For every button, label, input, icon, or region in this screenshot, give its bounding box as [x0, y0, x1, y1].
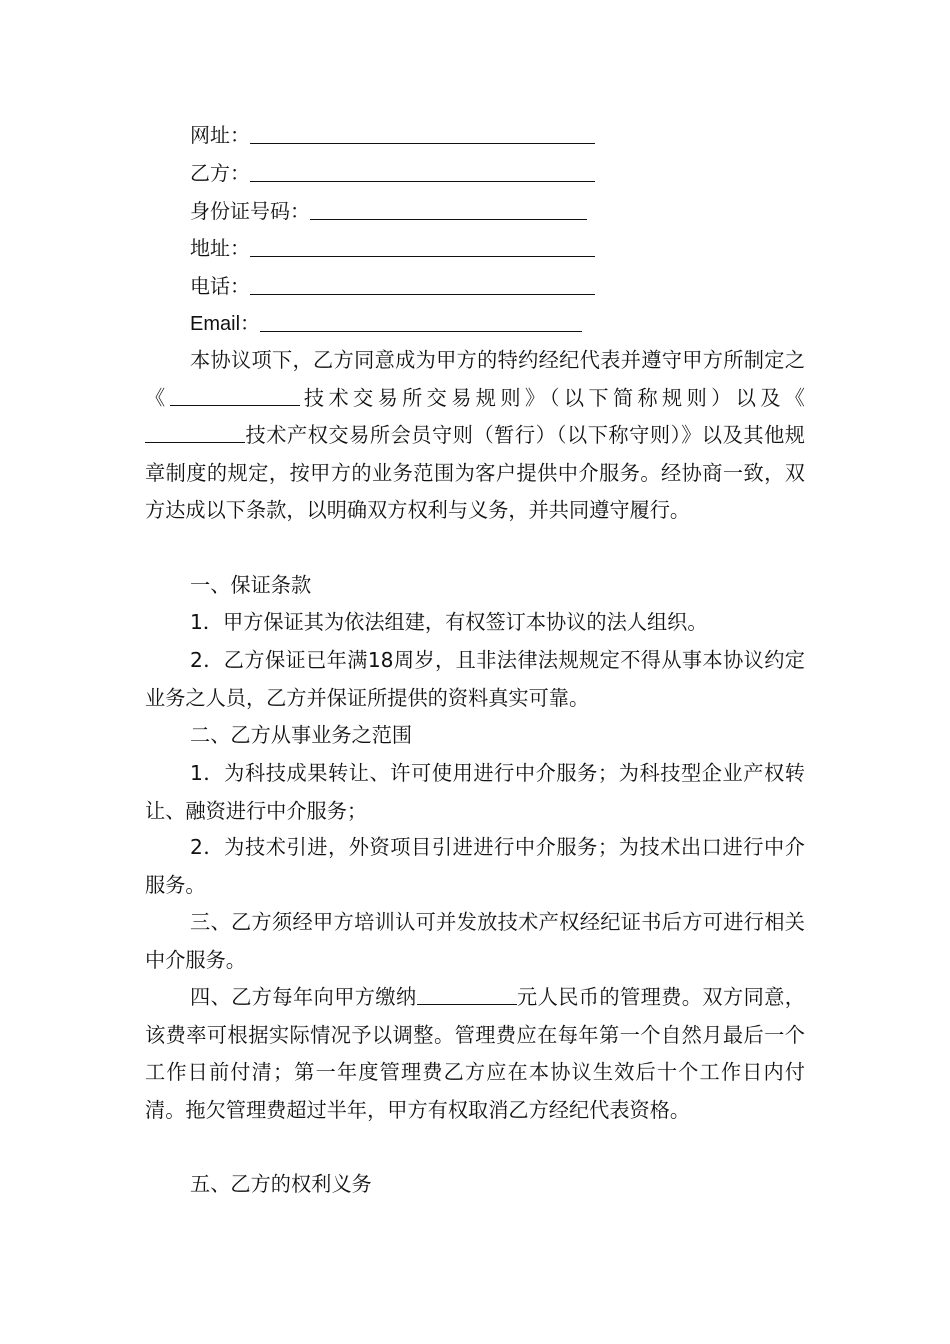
- phone-field: [190, 271, 595, 301]
- email-field: [190, 308, 582, 338]
- section-4-text-1: 四、乙方每年向甲方缴纳: [190, 985, 417, 1009]
- exchange-name-blank-2[interactable]: [145, 424, 245, 443]
- party-b-blank[interactable]: [250, 161, 595, 182]
- address-label: 地址：: [190, 236, 250, 260]
- exchange-name-blank-1[interactable]: [170, 387, 300, 406]
- website-field: [190, 120, 595, 150]
- section-2-title: 二、乙方从事业务之范围: [190, 723, 413, 747]
- email-label: Email：: [190, 313, 261, 335]
- intro-text-3: 技术产权交易所会员守则（暂行）（以下称守则）》以及其他规章制度的规定，按甲方的业务范围为客户提供中介服务。经协商一致，双方达成以下条款，以明确双方权利与义务，并共同遵守履行。: [145, 423, 805, 522]
- section-4-paragraph: [145, 979, 805, 1129]
- intro-text-1: 本协议项下，乙方同意成为甲方的特约经纪代表并遵守甲方所制定之《: [145, 348, 805, 410]
- id-number-label: 身份证号码：: [190, 199, 310, 223]
- section-2-item-1: 1．为科技成果转让、许可使用进行中介服务；为科技型企业产权转让、融资进行中介服务；: [145, 761, 805, 823]
- intro-paragraph: [145, 342, 805, 530]
- section-1-item-2: 2．乙方保证已年满18周岁，且非法律法规规定不得从事本协议约定业务之人员，乙方并保证所提供的资料真实可靠。: [145, 648, 805, 710]
- section-1-title: 一、保证条款: [190, 573, 312, 597]
- party-b-field: [190, 158, 595, 188]
- website-label: 网址：: [190, 123, 250, 147]
- party-b-label: 乙方：: [190, 161, 250, 185]
- section-4-text-2: 元人民币的管理费。双方同意，该费率可根据实际情况予以调整。管理费应在每年第一个自然月最后一个工作日前付清；第一年度管理费乙方应在本协议生效后十个工作日内付清。拖欠管理费超过半年，甲方有权取消乙方经纪代表资格。: [145, 985, 805, 1122]
- section-5-title: 五、乙方的权利义务: [190, 1172, 372, 1196]
- id-number-blank[interactable]: [310, 199, 587, 220]
- address-field: [190, 233, 595, 263]
- email-blank[interactable]: [260, 311, 582, 332]
- phone-label: 电话：: [190, 274, 250, 298]
- intro-text-2: 技术交易所交易规则》（以下简称规则）以及《: [299, 385, 805, 410]
- address-blank[interactable]: [250, 236, 595, 257]
- id-number-field: [190, 196, 587, 226]
- website-blank[interactable]: [250, 123, 595, 144]
- section-1-item-1: 1．甲方保证其为依法组建，有权签订本协议的法人组织。: [190, 610, 708, 634]
- phone-blank[interactable]: [250, 274, 595, 295]
- fee-amount-blank[interactable]: [417, 986, 517, 1005]
- section-3-paragraph: 三、乙方须经甲方培训认可并发放技术产权经纪证书后方可进行相关中介服务。: [145, 910, 805, 972]
- section-2-item-2: 2．为技术引进，外资项目引进进行中介服务；为技术出口进行中介服务。: [145, 835, 805, 897]
